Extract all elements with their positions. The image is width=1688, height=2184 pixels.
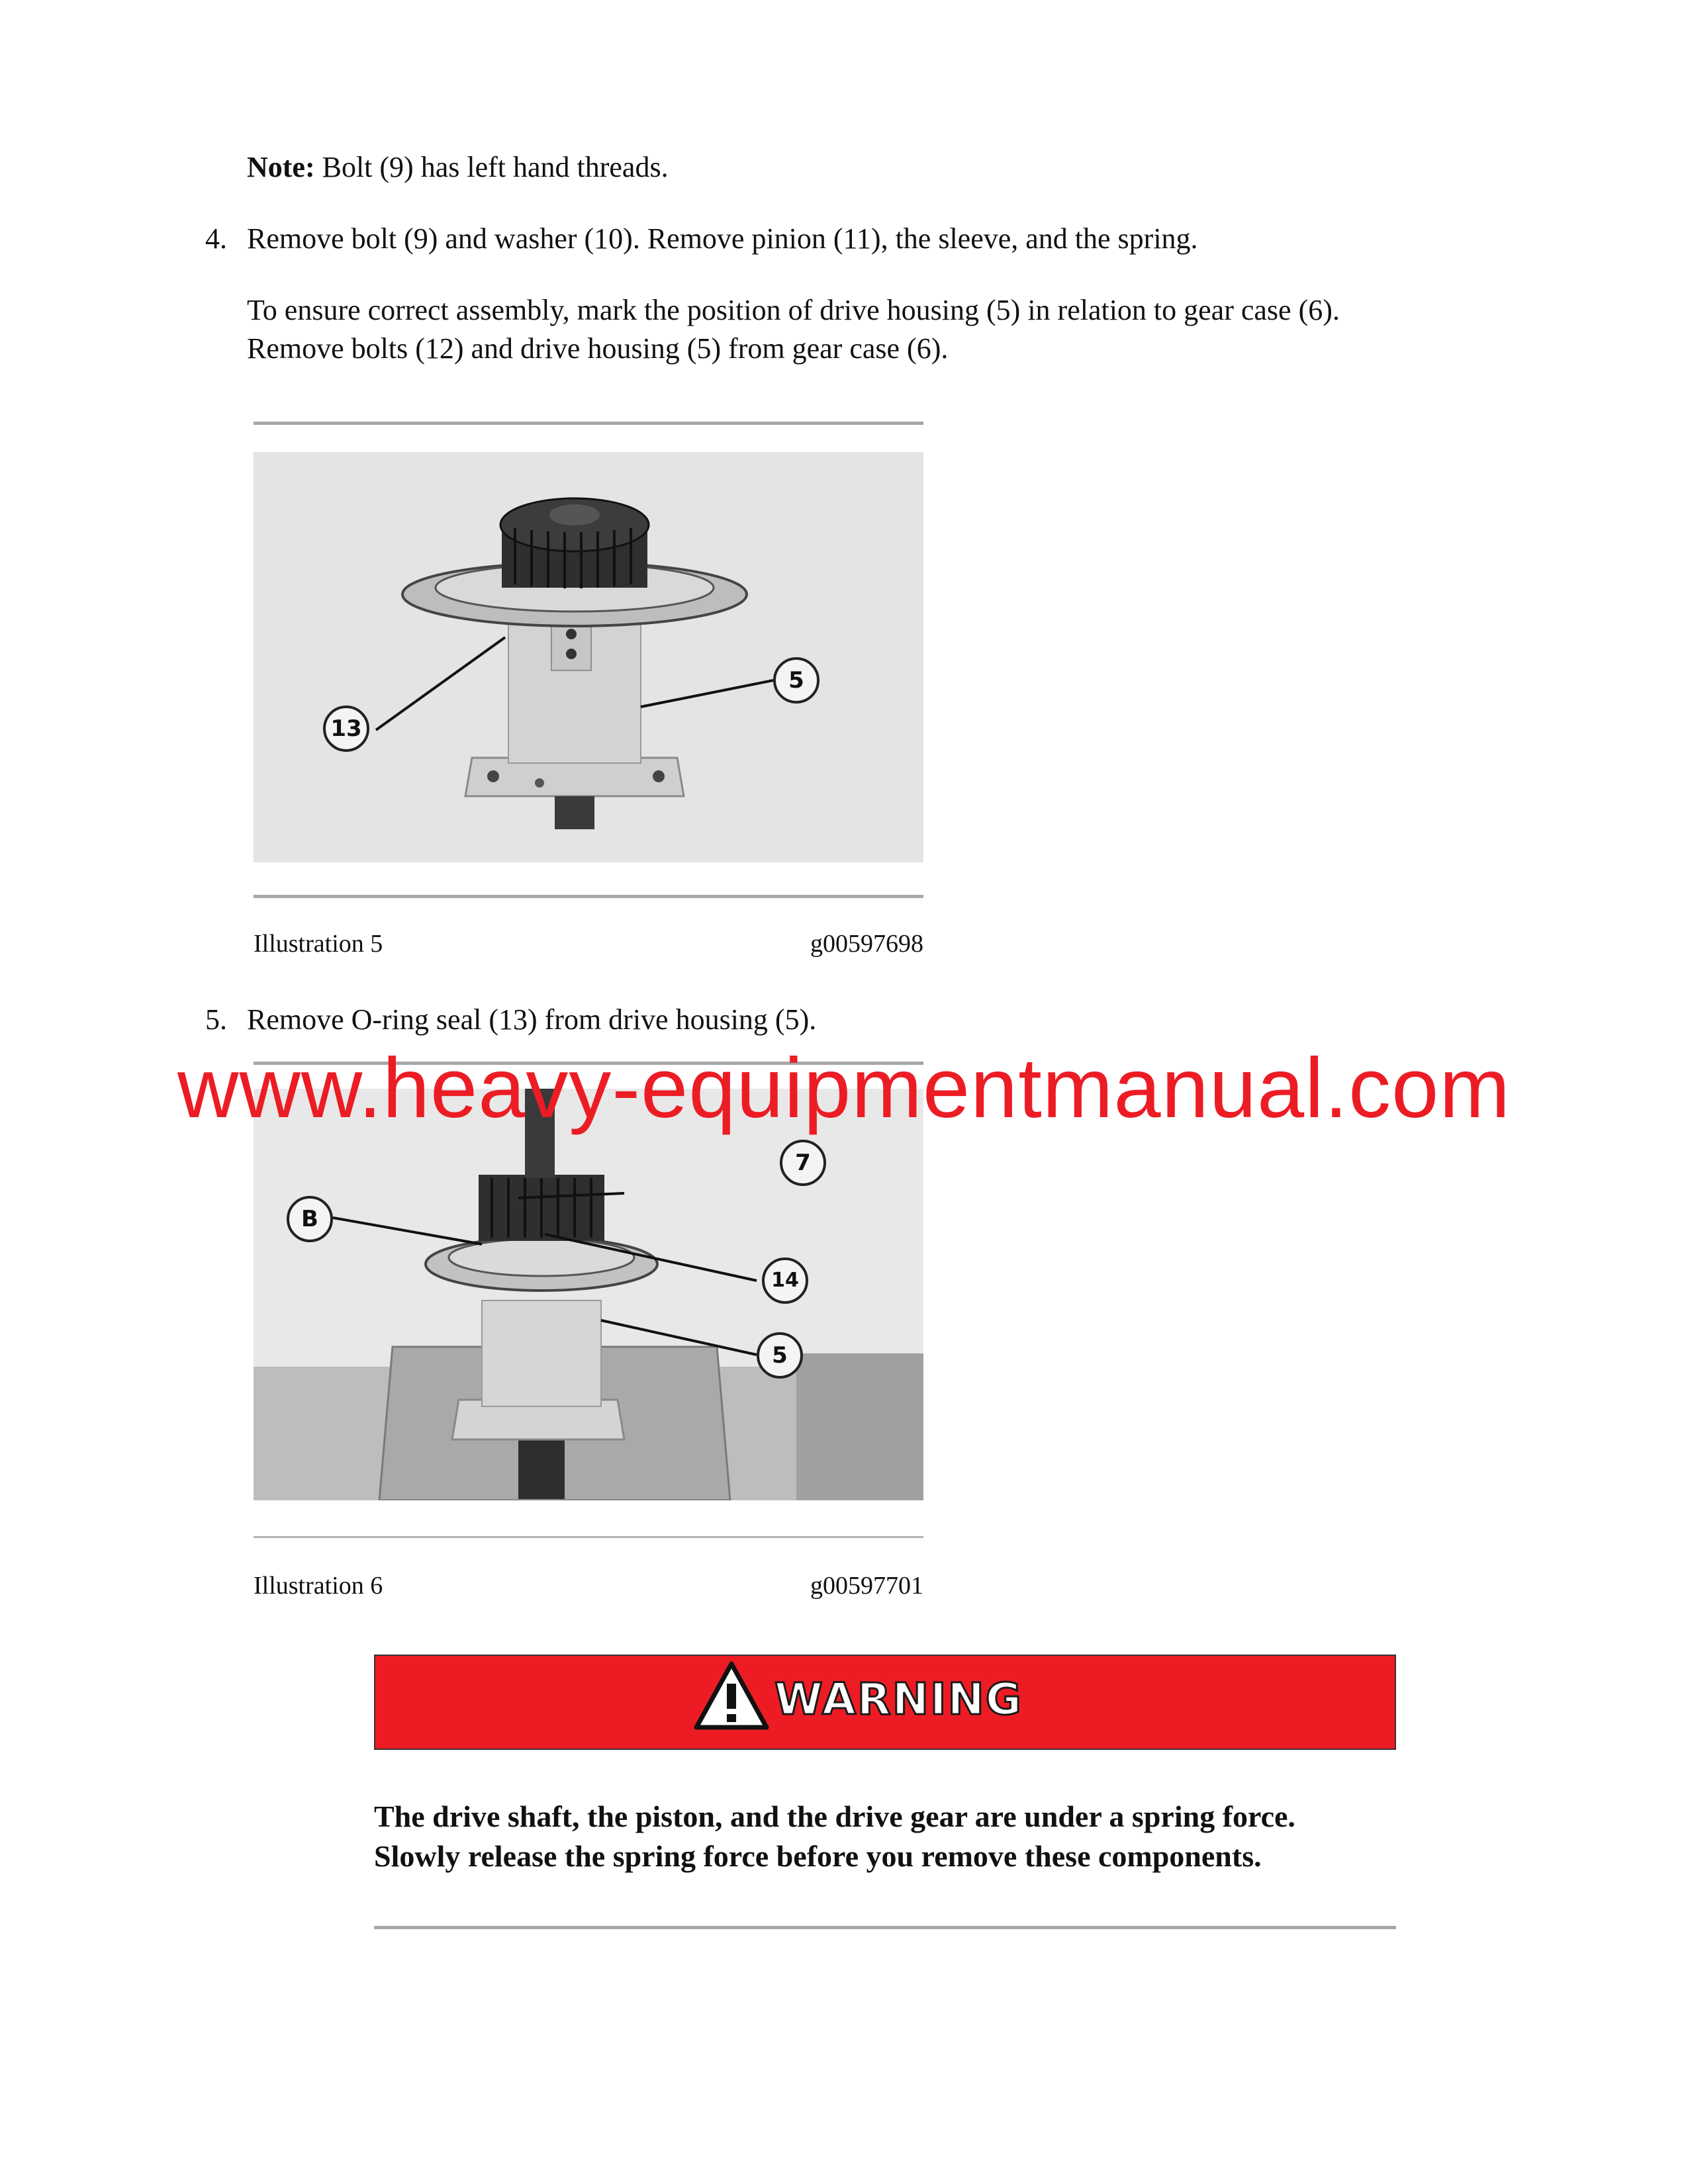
illustration-6-caption: Illustration 6 (254, 1572, 383, 1600)
warning-label: WARNING (774, 1674, 1023, 1725)
drive-housing-photo-image (254, 452, 923, 862)
warning-line-1: The drive shaft, the piston, and the drive gear are under a spring force. (374, 1799, 1295, 1833)
warning-bottom-rule (374, 1926, 1396, 1929)
illustration-6-code: g00597701 (810, 1572, 923, 1600)
warning-triangle-icon (694, 1661, 769, 1730)
step-5-text: Remove O-ring seal (13) from drive housing (5). (247, 1003, 817, 1036)
illustration-5-top-rule (254, 422, 923, 425)
callout-7: 7 (780, 1140, 826, 1186)
illustration-5-caption: Illustration 5 (254, 930, 383, 958)
illustration-6-bottom-rule (254, 1536, 923, 1538)
step-4-para2-line1: To ensure correct assembly, mark the position of drive housing (5) in relation to gear case (6). (247, 294, 1340, 326)
callout-14: 14 (762, 1257, 808, 1304)
step-4-text: Remove bolt (9) and washer (10). Remove pinion (11), the sleeve, and the spring. (247, 222, 1198, 255)
warning-body (374, 1797, 1433, 1876)
note-label: Note: (247, 151, 315, 183)
illustration-5-code: g00597698 (810, 930, 923, 958)
illustration-5-bottom-rule (254, 895, 923, 898)
step-4-para2-line2: Remove bolts (12) and drive housing (5) from gear case (6). (247, 332, 949, 365)
callout-5: 5 (773, 657, 820, 704)
callout-13: 13 (323, 705, 369, 752)
step-5-number: 5. (205, 1003, 227, 1036)
callout-5-illus6: 5 (757, 1332, 803, 1379)
warning-line-2: Slowly release the spring force before you remove these components. (374, 1839, 1262, 1873)
note-text: Bolt (9) has left hand threads. (314, 151, 669, 183)
note-line (247, 148, 669, 187)
step-4-number: 4. (205, 222, 227, 255)
watermark: www.heavy-equipmentmanual.com (177, 1041, 1511, 1136)
callout-B: B (287, 1196, 333, 1242)
illustration-5-photo (254, 452, 923, 862)
illustration-6-photo (254, 1089, 923, 1500)
